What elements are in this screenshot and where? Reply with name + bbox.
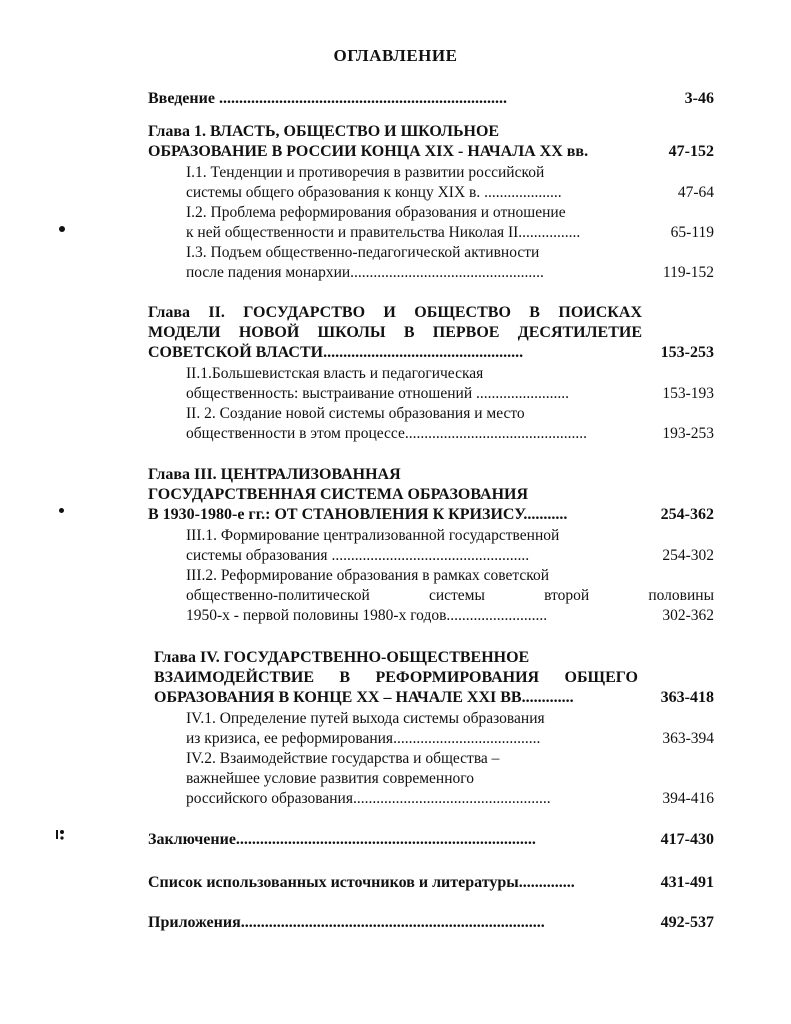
chapter-3-line3: В 1930-1980-е гг.: ОТ СТАНОВЛЕНИЯ К КРИЗИСУ........... — [148, 506, 568, 523]
section-4-2-pages: 394-416 — [662, 790, 714, 807]
section-1-1-line2: системы общего образования к концу XIX в. .................... — [186, 184, 562, 201]
section-1-3-pages: 119-152 — [662, 264, 714, 281]
section-1-2 — [186, 203, 714, 243]
chapter-3-pages: 254-362 — [660, 506, 714, 523]
section-1-3-line2: после падения монархии.................................................. — [186, 264, 544, 281]
chapter-2-pages: 153-253 — [660, 344, 714, 361]
intro-label: Введение ........................................................................ — [148, 90, 507, 107]
chapter-1-pages: 47-152 — [668, 143, 714, 160]
section-1-3-line1: I.3. Подъем общественно-педагогической активности — [186, 244, 540, 261]
section-3-2-line3: 1950-х - первой половины 1980-х годов.......................... — [186, 607, 548, 624]
chapter-2-heading — [148, 303, 714, 363]
toc-entry-appendix — [148, 913, 714, 933]
sources-pages: 431-491 — [660, 874, 714, 891]
section-2-1 — [186, 364, 714, 404]
chapter-3-heading — [148, 465, 714, 525]
section-2-1-line1: II.1.Большевистская власть и педагогическая — [186, 365, 484, 382]
chapter-2-line1: Глава II. ГОСУДАРСТВО И ОБЩЕСТВО В ПОИСКАХ — [148, 304, 642, 321]
toc-entry-sources — [148, 873, 714, 893]
toc-entry-intro — [148, 89, 714, 109]
sources-label: Список использованных источников и литературы.............. — [148, 874, 575, 891]
appendix-pages: 492-537 — [660, 914, 714, 931]
chapter-4-pages: 363-418 — [660, 689, 714, 706]
section-4-2-line3: российского образования................................................... — [186, 790, 551, 807]
section-4-1-line1: IV.1. Определение путей выхода системы образования — [186, 710, 545, 727]
toc-title: ОГЛАВЛЕНИЕ — [333, 46, 458, 65]
section-3-2-line1: III.2. Реформирование образования в рамках советской — [186, 567, 550, 584]
binder-hole-mark — [59, 508, 64, 513]
section-2-2-line1: II. 2. Создание новой системы образования и место — [186, 405, 525, 422]
section-3-2-line2: общественно-политической системы второй половины — [186, 587, 714, 604]
section-4-2-line2: важнейшее условие развития современного — [186, 770, 474, 787]
appendix-label: Приложения............................................................................ — [148, 914, 545, 931]
section-3-1-line1: III.1. Формирование централизованной государственной — [186, 527, 560, 544]
section-4-1-line2: из кризиса, ее реформирования...................................... — [186, 730, 541, 747]
binder-hole-mark — [59, 226, 65, 232]
chapter-4-line3: ОБРАЗОВАНИЯ В КОНЦЕ XX – НАЧАЛЕ XXI ВВ............. — [154, 689, 574, 706]
scan-speck — [55, 828, 67, 842]
chapter-4-line2: ВЗАИМОДЕЙСТВИЕ В РЕФОРМИРОВАНИЯ ОБЩЕГО — [154, 669, 638, 686]
section-1-2-line1: I.2. Проблема реформирования образования и отношение — [186, 204, 566, 221]
section-1-2-pages: 65-119 — [670, 224, 714, 241]
section-1-2-line2: к ней общественности и правительства Николая II................ — [186, 224, 581, 241]
section-1-1-line1: I.1. Тенденции и противоречия в развитии российской — [186, 164, 545, 181]
section-2-2-line2: общественности в этом процессе............................................... — [186, 425, 588, 442]
section-4-2 — [186, 749, 714, 809]
conclusion-label: Заключение........................................................................... — [148, 831, 536, 848]
section-2-2-pages: 193-253 — [662, 425, 714, 442]
section-4-2-line1: IV.2. Взаимодействие государства и общества – — [186, 750, 500, 767]
section-2-1-line2: общественность: выстраивание отношений ........................ — [186, 385, 570, 402]
section-4-1 — [186, 709, 714, 749]
section-2-2 — [186, 404, 714, 444]
chapter-1-line2: ОБРАЗОВАНИЕ В РОССИИ КОНЦА XIX - НАЧАЛА XX вв. — [148, 143, 589, 160]
chapter-4-heading — [154, 648, 714, 708]
section-1-1 — [186, 163, 714, 203]
section-3-1-pages: 254-302 — [662, 547, 714, 564]
section-2-1-pages: 153-193 — [662, 385, 714, 402]
chapter-3-line2: ГОСУДАРСТВЕННАЯ СИСТЕМА ОБРАЗОВАНИЯ — [148, 486, 529, 503]
intro-pages: 3-46 — [684, 90, 714, 107]
chapter-3-line1: Глава III. ЦЕНТРАЛИЗОВАННАЯ — [148, 466, 401, 483]
chapter-2-line3: СОВЕТСКОЙ ВЛАСТИ.................................................. — [148, 344, 524, 361]
conclusion-pages: 417-430 — [660, 831, 714, 848]
section-3-2-pages: 302-362 — [662, 607, 714, 624]
chapter-1-heading — [148, 122, 714, 162]
chapter-2-line2: МОДЕЛИ НОВОЙ ШКОЛЫ В ПЕРВОЕ ДЕСЯТИЛЕТИЕ — [148, 324, 642, 341]
chapter-1-line1: Глава 1. ВЛАСТЬ, ОБЩЕСТВО И ШКОЛЬНОЕ — [148, 123, 500, 140]
section-3-1-line2: системы образования ................................................... — [186, 547, 530, 564]
toc-entry-conclusion — [148, 830, 714, 850]
section-3-1 — [186, 526, 714, 566]
chapter-4-line1: Глава IV. ГОСУДАРСТВЕННО-ОБЩЕСТВЕННОЕ — [154, 649, 530, 666]
section-3-2 — [186, 566, 714, 626]
section-1-3 — [186, 243, 714, 283]
section-1-1-pages: 47-64 — [677, 184, 714, 201]
section-4-1-pages: 363-394 — [662, 730, 714, 747]
